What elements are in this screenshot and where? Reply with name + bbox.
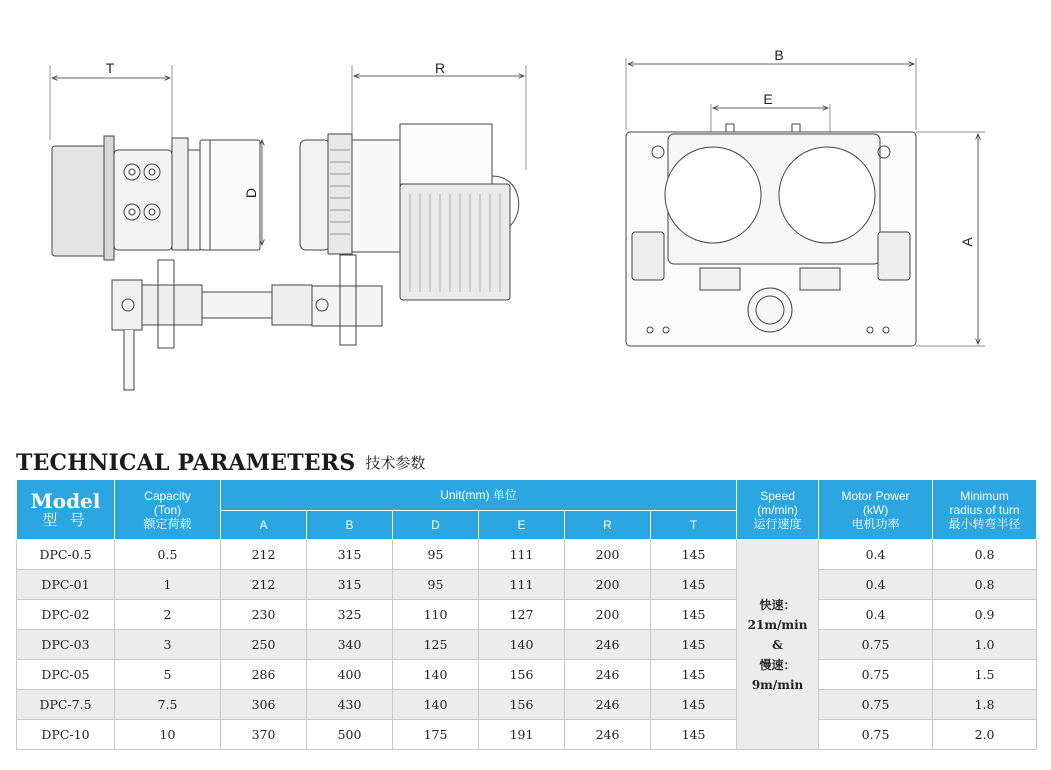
cell-B: 400 [307,660,393,690]
table-row [17,630,1037,660]
section-title [16,442,425,476]
header-capacity [115,480,221,540]
cell-model: DPC-01 [17,570,115,600]
cell-capacity: 0.5 [115,540,221,570]
side-view-drawing [50,65,526,390]
table-row [17,720,1037,750]
cell-radius: 0.8 [933,540,1037,570]
cell-B: 430 [307,690,393,720]
cell-B: 500 [307,720,393,750]
cell-E: 156 [479,690,565,720]
cell-model: DPC-0.5 [17,540,115,570]
dim-label-E: E [763,91,773,107]
header-dim-D: D [393,511,479,540]
dim-label-B: B [774,47,784,63]
header-motor-power [819,480,933,540]
cell-model: DPC-7.5 [17,690,115,720]
cell-radius: 1.0 [933,630,1037,660]
cell-E: 140 [479,630,565,660]
cell-R: 200 [565,540,651,570]
cell-model: DPC-03 [17,630,115,660]
cell-A: 212 [221,540,307,570]
speed-fast-value: 21m/min [747,617,808,632]
cell-R: 246 [565,630,651,660]
cell-D: 110 [393,600,479,630]
cell-A: 306 [221,690,307,720]
cell-capacity: 3 [115,630,221,660]
header-dim-E: E [479,511,565,540]
cell-D: 175 [393,720,479,750]
cell-R: 246 [565,690,651,720]
header-dim-A: A [221,511,307,540]
cell-A: 212 [221,570,307,600]
table-row [17,540,1037,570]
cell-speed [737,540,819,750]
cell-power: 0.75 [819,720,933,750]
cell-D: 95 [393,540,479,570]
cell-radius: 1.8 [933,690,1037,720]
cell-E: 156 [479,660,565,690]
header-capacity-unit: (Ton) [153,502,182,517]
cell-A: 230 [221,600,307,630]
cell-D: 95 [393,570,479,600]
cell-model: DPC-02 [17,600,115,630]
cell-T: 145 [651,660,737,690]
header-dim-R: R [565,511,651,540]
cell-model: DPC-10 [17,720,115,750]
cell-E: 191 [479,720,565,750]
speed-slow-label: 慢速： [759,657,796,672]
cell-radius: 1.5 [933,660,1037,690]
cell-power: 0.4 [819,600,933,630]
cell-A: 286 [221,660,307,690]
dim-label-A: A [959,237,975,247]
cell-T: 145 [651,540,737,570]
header-speed [737,480,819,540]
cell-capacity: 5 [115,660,221,690]
cell-power: 0.75 [819,690,933,720]
header-power-en: Motor Power [841,488,910,503]
speed-fast-label: 快速： [759,597,796,612]
header-unit-group: Unit(mm) 单位 [221,480,737,511]
cell-power: 0.4 [819,570,933,600]
cell-radius: 0.8 [933,570,1037,600]
header-speed-unit: (m/min) [757,502,798,517]
cell-radius: 0.9 [933,600,1037,630]
speed-slow-value: 9m/min [751,677,804,692]
cell-T: 145 [651,600,737,630]
dim-label-T: T [105,60,115,76]
cell-capacity: 10 [115,720,221,750]
cell-B: 315 [307,540,393,570]
cell-R: 246 [565,720,651,750]
header-radius-cn: 最小转弯半径 [948,516,1021,531]
table-row [17,570,1037,600]
cell-T: 145 [651,570,737,600]
header-model [17,480,115,540]
cell-model: DPC-05 [17,660,115,690]
header-power-cn: 电机功率 [851,516,900,531]
header-dim-T: T [651,511,737,540]
header-dim-B: B [307,511,393,540]
header-min-radius [933,480,1037,540]
header-power-unit: (kW) [862,502,889,517]
cell-D: 140 [393,690,479,720]
top-view-drawing [626,58,985,346]
cell-power: 0.4 [819,540,933,570]
cell-T: 145 [651,690,737,720]
header-speed-cn: 运行速度 [753,516,802,531]
cell-T: 145 [651,630,737,660]
cell-B: 325 [307,600,393,630]
cell-power: 0.75 [819,660,933,690]
table-row [17,690,1037,720]
header-speed-en: Speed [760,488,795,503]
cell-radius: 2.0 [933,720,1037,750]
section-title-cn: 技术参数 [365,454,426,472]
cell-R: 246 [565,660,651,690]
cell-E: 127 [479,600,565,630]
table-row [17,660,1037,690]
header-radius-en1: Minimum [960,488,1009,503]
header-capacity-en: Capacity [144,488,191,503]
header-model-en: Model [30,488,101,513]
cell-power: 0.75 [819,630,933,660]
speed-and: & [772,637,783,652]
section-title-en: TECHNICAL PARAMETERS [16,450,356,476]
cell-D: 125 [393,630,479,660]
technical-parameters-table [16,479,1037,750]
cell-A: 370 [221,720,307,750]
table-row [17,600,1037,630]
cell-B: 340 [307,630,393,660]
dim-label-D: D [243,187,259,199]
cell-R: 200 [565,600,651,630]
cell-capacity: 2 [115,600,221,630]
header-capacity-cn: 额定荷载 [143,516,192,531]
cell-A: 250 [221,630,307,660]
cell-E: 111 [479,570,565,600]
cell-capacity: 7.5 [115,690,221,720]
cell-capacity: 1 [115,570,221,600]
cell-T: 145 [651,720,737,750]
cell-D: 140 [393,660,479,690]
cell-B: 315 [307,570,393,600]
cell-E: 111 [479,540,565,570]
header-radius-en2: radius of turn [949,502,1020,517]
cell-R: 200 [565,570,651,600]
dim-label-R: R [434,60,446,76]
header-model-cn: 型 号 [42,511,89,529]
